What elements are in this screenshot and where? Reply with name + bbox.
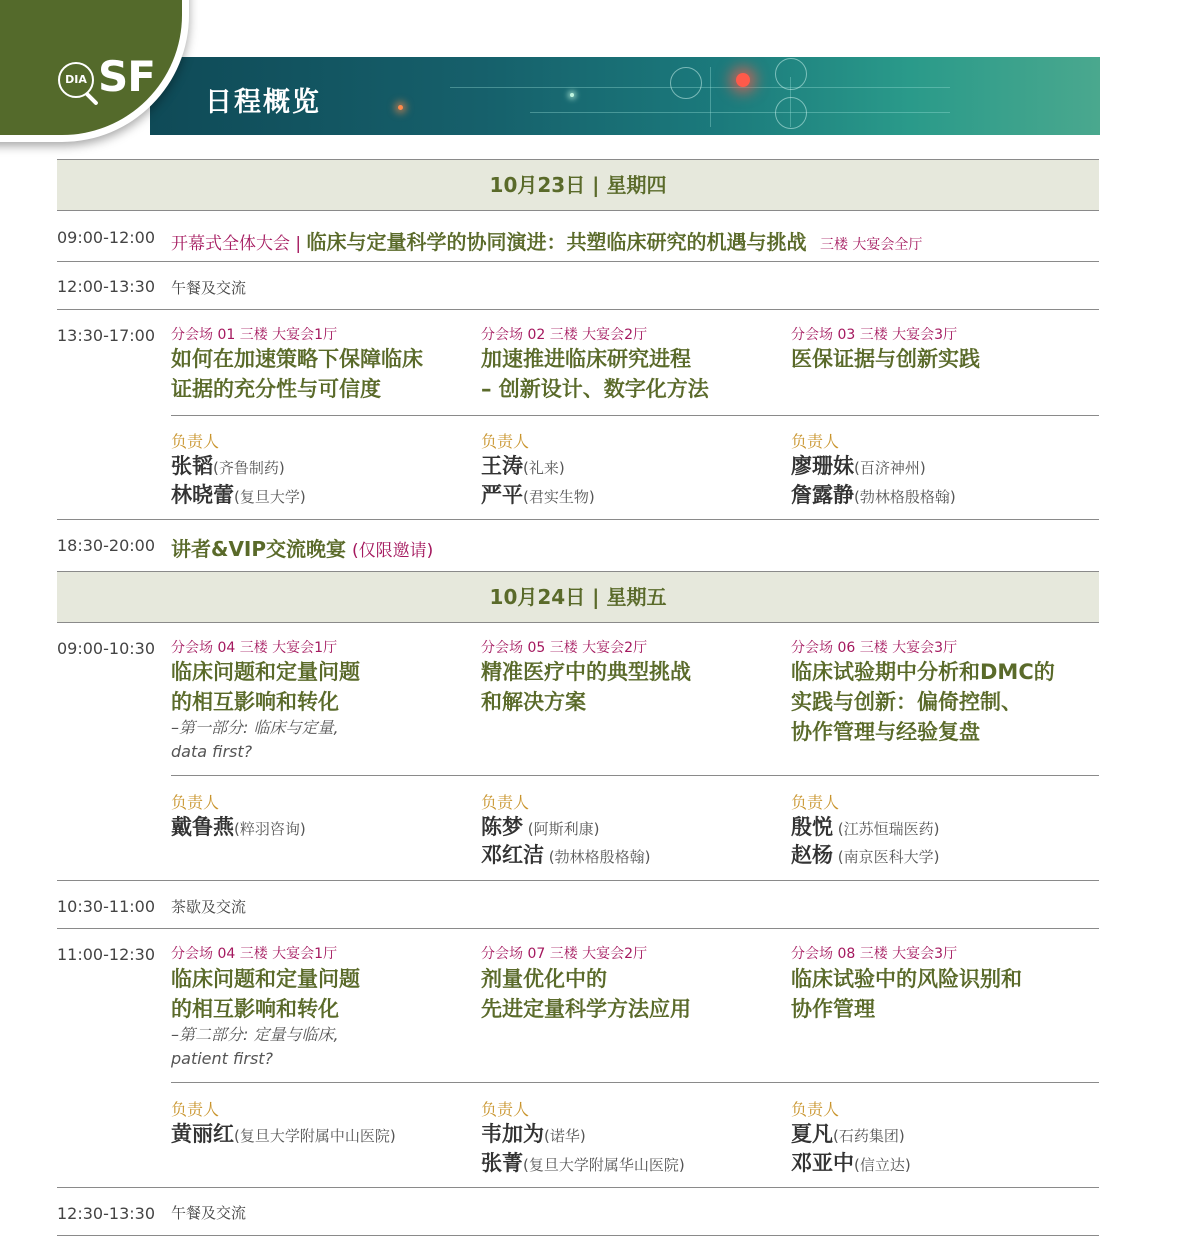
time-lunch-1: 12:00-13:30 (57, 277, 155, 296)
time-break: 10:30-11:00 (57, 897, 155, 916)
person-org: (江苏恒瑞医药) (833, 820, 940, 838)
divider (57, 519, 1099, 520)
person-org: (礼来) (523, 459, 565, 477)
page-title: 日程概览 (205, 87, 321, 118)
session-01-venue: 分会场 01 三楼 大宴会1厅 (171, 327, 338, 343)
person-org: (诺华) (544, 1127, 586, 1145)
lead-person (481, 813, 599, 843)
person-name: 黄丽红 (171, 1122, 234, 1146)
person-org: (百济神州) (854, 459, 926, 477)
session-02-venue: 分会场 02 三楼 大宴会2厅 (481, 327, 648, 343)
lead-person (171, 1120, 396, 1150)
lead-label: 负责人 (171, 1100, 220, 1119)
plenary-venue: 三楼 大宴会全厅 (819, 237, 923, 253)
subtitle-line: –第二部分: 定量与临床, (171, 1025, 339, 1044)
lead-person (481, 452, 565, 482)
person-org: (粹羽咨询) (234, 820, 306, 838)
lead-person (481, 1149, 685, 1179)
gala-dinner (171, 533, 433, 562)
person-name: 张菁 (481, 1151, 523, 1175)
day-header-2: 10月24日 | 星期五 (57, 571, 1099, 623)
session-03-title (791, 344, 980, 374)
plenary-session (171, 226, 922, 255)
title-line: 如何在加速策略下保障临床 (171, 347, 423, 371)
person-name: 戴鲁燕 (171, 815, 234, 839)
session-05-venue: 分会场 05 三楼 大宴会2厅 (481, 640, 648, 656)
gala-note: (仅限邀请) (352, 541, 434, 561)
plenary-kind: 开幕式全体大会 | (171, 234, 302, 254)
divider (57, 928, 1099, 929)
lead-label: 负责人 (481, 1100, 530, 1119)
session-04b-subtitle (171, 1023, 339, 1071)
person-org: (齐鲁制药) (213, 459, 285, 477)
lead-person (791, 813, 939, 843)
title-line: 的相互影响和转化 (171, 997, 339, 1021)
lead-person (481, 481, 595, 511)
divider (57, 1235, 1099, 1236)
person-org: (南京医科大学) (833, 848, 940, 866)
session-04b-venue: 分会场 04 三楼 大宴会1厅 (171, 946, 338, 962)
day-header-1: 10月23日 | 星期四 (57, 159, 1099, 211)
lead-label: 负责人 (481, 432, 530, 451)
break-label: 茶歇及交流 (171, 898, 247, 916)
title-line: 临床问题和定量问题 (171, 967, 360, 991)
time-plenary: 09:00-12:00 (57, 228, 155, 247)
time-block-1: 13:30-17:00 (57, 326, 155, 345)
lead-person (171, 481, 306, 511)
session-07-title (481, 964, 691, 1024)
person-name: 邓红洁 (481, 843, 544, 867)
person-name: 夏凡 (791, 1122, 833, 1146)
person-name: 廖珊妹 (791, 454, 854, 478)
person-name: 韦加为 (481, 1122, 544, 1146)
title-line: 证据的充分性与可信度 (171, 377, 381, 401)
person-org: (复旦大学附属中山医院) (234, 1127, 396, 1145)
session-02-title (481, 344, 709, 404)
session-08-venue: 分会场 08 三楼 大宴会3厅 (791, 946, 958, 962)
title-line: 协作管理 (791, 997, 875, 1021)
person-org: (复旦大学附属华山医院) (523, 1156, 685, 1174)
session-04b-title (171, 964, 360, 1024)
lead-person (791, 1120, 905, 1150)
divider (171, 775, 1099, 776)
person-name: 严平 (481, 483, 523, 507)
person-name: 邓亚中 (791, 1151, 854, 1175)
person-name: 林晓蕾 (171, 483, 234, 507)
person-name: 赵杨 (791, 843, 833, 867)
lead-person (791, 452, 926, 482)
divider (57, 261, 1099, 262)
person-name: 王涛 (481, 454, 523, 478)
title-line: 临床试验中的风险识别和 (791, 967, 1022, 991)
time-block-3: 11:00-12:30 (57, 945, 155, 964)
divider (57, 880, 1099, 881)
title-line: 先进定量科学方法应用 (481, 997, 691, 1021)
title-line: 临床试验期中分析和DMC的 (791, 660, 1055, 684)
subtitle-line: patient first? (171, 1049, 274, 1068)
title-line: 和解决方案 (481, 690, 586, 714)
logo-text: SF (98, 52, 155, 101)
lead-person (171, 452, 285, 482)
title-line: 精准医疗中的典型挑战 (481, 660, 691, 684)
session-06-title (791, 657, 1055, 747)
lead-label: 负责人 (481, 793, 530, 812)
title-line: 加速推进临床研究进程 (481, 347, 691, 371)
person-org: (石药集团) (833, 1127, 905, 1145)
session-01-title (171, 344, 423, 404)
person-name: 詹露静 (791, 483, 854, 507)
subtitle-line: data first? (171, 742, 253, 761)
title-line: 剂量优化中的 (481, 967, 607, 991)
time-lunch-2: 12:30-13:30 (57, 1204, 155, 1223)
divider (171, 1082, 1099, 1083)
lead-label: 负责人 (171, 793, 220, 812)
title-line: 协作管理与经验复盘 (791, 720, 980, 744)
person-org: (勃林格殷格翰) (854, 488, 956, 506)
lead-person (791, 1149, 911, 1179)
session-05-title (481, 657, 691, 717)
lead-label: 负责人 (791, 793, 840, 812)
plenary-title: 临床与定量科学的协同演进：共塑临床研究的机遇与挑战 (306, 230, 807, 254)
session-06-venue: 分会场 06 三楼 大宴会3厅 (791, 640, 958, 656)
title-line: 实践与创新：偏倚控制、 (791, 690, 1022, 714)
session-08-title (791, 964, 1022, 1024)
title-line: 临床问题和定量问题 (171, 660, 360, 684)
session-03-venue: 分会场 03 三楼 大宴会3厅 (791, 327, 958, 343)
magnifier-icon: DIA (58, 62, 94, 98)
lead-label: 负责人 (171, 432, 220, 451)
time-block-2: 09:00-10:30 (57, 639, 155, 658)
person-org: (勃林格殷格翰) (544, 848, 651, 866)
person-org: (阿斯利康) (523, 820, 600, 838)
title-line: 医保证据与创新实践 (791, 347, 980, 371)
lead-person (171, 813, 306, 843)
person-org: (复旦大学) (234, 488, 306, 506)
subtitle-line: –第一部分: 临床与定量, (171, 718, 339, 737)
lead-person (791, 841, 939, 871)
lead-person (791, 481, 956, 511)
time-gala: 18:30-20:00 (57, 536, 155, 555)
session-04-venue: 分会场 04 三楼 大宴会1厅 (171, 640, 338, 656)
gala-title: 讲者&VIP交流晚宴 (171, 537, 347, 561)
lunch-label-1: 午餐及交流 (171, 279, 247, 297)
session-04-title (171, 657, 360, 717)
divider (57, 1187, 1099, 1188)
person-name: 陈梦 (481, 815, 523, 839)
lead-label: 负责人 (791, 432, 840, 451)
person-org: (君实生物) (523, 488, 595, 506)
session-07-venue: 分会场 07 三楼 大宴会2厅 (481, 946, 648, 962)
person-org: (信立达) (854, 1156, 911, 1174)
person-name: 殷悦 (791, 815, 833, 839)
person-name: 张韬 (171, 454, 213, 478)
divider (171, 415, 1099, 416)
lead-person (481, 841, 650, 871)
title-line: – 创新设计、数字化方法 (481, 377, 709, 401)
lunch-label-2: 午餐及交流 (171, 1204, 247, 1222)
lead-person (481, 1120, 586, 1150)
session-04-subtitle (171, 716, 339, 764)
lead-label: 负责人 (791, 1100, 840, 1119)
title-line: 的相互影响和转化 (171, 690, 339, 714)
divider (57, 309, 1099, 310)
